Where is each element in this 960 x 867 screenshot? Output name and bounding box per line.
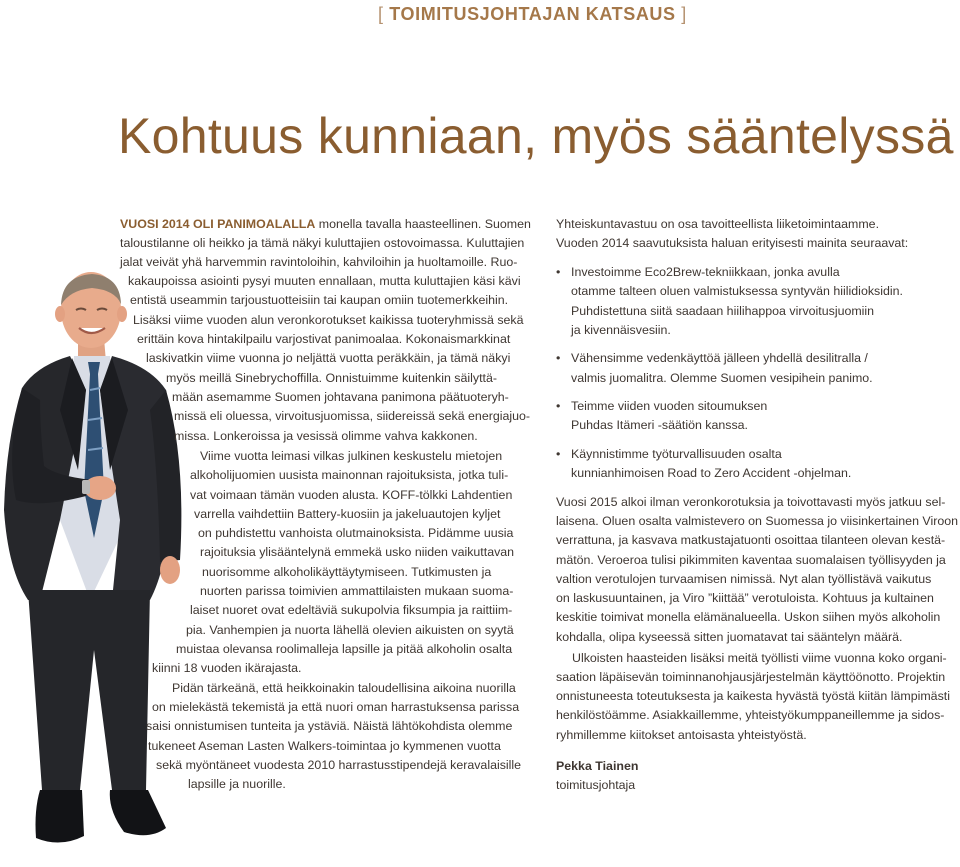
text-line: myös meillä Sinebrychoffilla. Onnistuimme kuitenkin säilyttä-: [166, 371, 498, 385]
text-line: verrattuna, ja kasvava matkustajatuonti osoittaa tilanteen olevan kestä-: [556, 533, 946, 547]
text-line: henkilöstöämme. Asiakkaillemme, yhteistyökumppaneillemme ja sidos-: [556, 708, 945, 722]
list-item: ja kivennäisvesiin.: [571, 323, 671, 337]
text-line: jalat veivät yhä harvemmin ravintoloihin, kahviloihin ja huoltamoille. Ruo-: [120, 255, 518, 269]
list-item: Vähensimme vedenkäyttöä jälleen yhdellä desilitralla /: [571, 351, 868, 365]
text-line: on mielekästä tekemistä ja että nuori oman harrastuksensa parissa: [152, 700, 520, 714]
text-line: kakaupoissa asiointi pysyi muuten ennallaan, mutta kuluttajien käsi kävi: [128, 274, 521, 288]
text-line: muistaa olevansa roolimalleja lapsille ja pitää alkoholin osalta: [176, 642, 513, 656]
text-line: Vuosi 2015 alkoi ilman veronkorotuksia ja toivottavasti myös jatkuu sel-: [556, 495, 946, 509]
signature-role: toimitusjohtaja: [556, 778, 636, 792]
bullet-icon: •: [556, 265, 561, 279]
signature-name: Pekka Tiainen: [556, 759, 639, 773]
text-line: rajoituksia ylisääntelynä emmekä usko niiden vaikuttavan: [200, 545, 515, 559]
text-line: ryhmillemme kiitokset antoisasta yhteistyöstä.: [556, 728, 807, 742]
text-line: Ulkoisten haasteiden lisäksi meitä työllisti viime vuonna koko organi-: [572, 651, 947, 665]
list-item: kunnianhimoisen Road to Zero Accident -ohjelman.: [571, 466, 852, 480]
list-item: valmis juomalitra. Olemme Suomen vesipihein panimo.: [571, 371, 873, 385]
text-line: kiinni 18 vuoden ikärajasta.: [152, 661, 302, 675]
text-line: valtion verotulojen turvaamisen nimissä. Nyt alan työllistävä vaikutus: [556, 572, 932, 586]
article-title: Kohtuus kunniaan, myös sääntelyssä: [118, 108, 954, 164]
text-line: lapsille ja nuorille.: [188, 777, 286, 791]
text-line: missa. Lonkeroissa ja vesissä olimme vahva kakkonen.: [174, 429, 478, 443]
text-line: laisena. Oluen osalta valmistevero on Suomessa jo viisinkertainen Viroon: [556, 514, 958, 528]
text-line: erittäin kova hintakilpailu varjostivat panimoalaa. Kokonaismarkkinat: [137, 332, 511, 346]
list-item: Puhdas Itämeri -säätiön kanssa.: [571, 418, 749, 432]
text-line: nuorten parissa toimivien ammattilaisten mukaan suoma-: [200, 584, 514, 598]
text-line: laskivatkin viime vuonna jo neljättä vuotta peräkkäin, ja tämä näkyi: [146, 351, 511, 365]
text-line: mään asemamme Suomen johtavana panimona päätuoteryh-: [172, 390, 509, 404]
text-line: mätön. Veroeroa tulisi pikimmiten kaventaa suomalaisen työllisyyden ja: [556, 553, 946, 567]
text-line: Yhteiskuntavastuu on osa tavoitteellista liiketoimintaamme.: [556, 217, 880, 231]
text-line: keskitie toimivat monella elämänalueella. Uskon siihen myös alkoholin: [556, 610, 941, 624]
section-label-text: TOIMITUSJOHTAJAN KATSAUS: [389, 4, 676, 24]
list-item: Teimme viiden vuoden sitoumuksen: [571, 399, 768, 413]
text-line: kohdalla, olipa kyseessä sitten juomatavat tai sääntelyn määrä.: [556, 630, 903, 644]
list-item: otamme talteen oluen valmistuksessa syntyvän hiilidioksidin.: [571, 284, 903, 298]
list-item: Puhdistettuna siitä saadaan hiilihappoa virvoitusjuomiin: [571, 304, 875, 318]
bullet-icon: •: [556, 447, 561, 461]
text-line: saation läpäisevän toiminnanohjausjärjestelmän käyttöönotto. Projektin: [556, 670, 946, 684]
text-line: tukeneet Aseman Lasten Walkers-toimintaa jo kymmenen vuotta: [148, 739, 501, 753]
text-line: on puhdistettu vanhoista olutmainoksista. Pidämme uusia: [198, 526, 514, 540]
lead-bold: VUOSI 2014 OLI PANIMOALALLA: [120, 217, 316, 231]
text-line: Vuoden 2014 saavutuksista haluan erityisesti mainita seuraavat:: [556, 236, 909, 250]
text-line: Viime vuotta leimasi vilkas julkinen keskustelu mietojen: [200, 449, 503, 463]
text-line: [120, 215, 531, 234]
text-segment: monella tavalla haasteellinen. Suomen: [318, 217, 531, 231]
text-line: sekä myöntäneet vuodesta 2010 harrastusstipendejä keravalaisille: [156, 758, 522, 772]
text-line: Pidän tärkeänä, että heikkoinakin taloudellisina aikoina nuorilla: [172, 681, 516, 695]
text-line: vat voimaan tämän vuoden alusta. KOFF-tölkki Lahdentien: [190, 488, 513, 502]
text-line: on laskusuuntainen, ja Viro ”kiittää” verotuloista. Kohtuus ja kultainen: [556, 591, 934, 605]
text-line: Lisäksi viime vuoden alun veronkorotukset kaikissa tuoteryhmissä sekä: [133, 313, 524, 327]
text-line: pia. Vanhempien ja nuorta lähellä olevien aikuisten on syytä: [186, 623, 514, 637]
text-line: varrella vaihdettiin Battery-kuosiin ja jakeluautojen kyljet: [194, 507, 501, 521]
bullet-icon: •: [556, 399, 561, 413]
text-line: onnistuneesta toteutuksesta ja kaikesta hyvästä työstä kiitän lämpimästi: [556, 689, 950, 703]
list-item: Investoimme Eco2Brew-tekniikkaan, jonka avulla: [571, 265, 840, 279]
text-line: nuorisomme alkoholikäyttäytymiseen. Tutkimusten ja: [202, 565, 492, 579]
text-line: taloustilanne oli heikko ja tämä näkyi kuluttajien ostovoimassa. Kuluttajien: [120, 236, 525, 250]
text-line: laiset nuoret ovat edeltäviä sukupolvia fiksumpia ja raittiim-: [190, 603, 513, 617]
list-item: Käynnistimme työturvallisuuden osalta: [571, 447, 782, 461]
text-line: entistä useammin tarjoustuotteisiin tai kaupan omiin tuotemerkkeihin.: [130, 293, 509, 307]
bullet-icon: •: [556, 351, 561, 365]
bracket-open: [: [378, 4, 384, 24]
text-line: missä eli oluessa, virvoitusjuomissa, siidereissä sekä energiajuo-: [174, 409, 531, 423]
section-label: [378, 4, 687, 25]
text-line: saisi onnistumisen tunteita ja ystäviä. Näistä lähtökohdista olemme: [146, 719, 513, 733]
bracket-close: ]: [681, 4, 687, 24]
text-line: alkoholijuomien uusista mainonnan rajoituksista, jotka tuli-: [190, 468, 509, 482]
